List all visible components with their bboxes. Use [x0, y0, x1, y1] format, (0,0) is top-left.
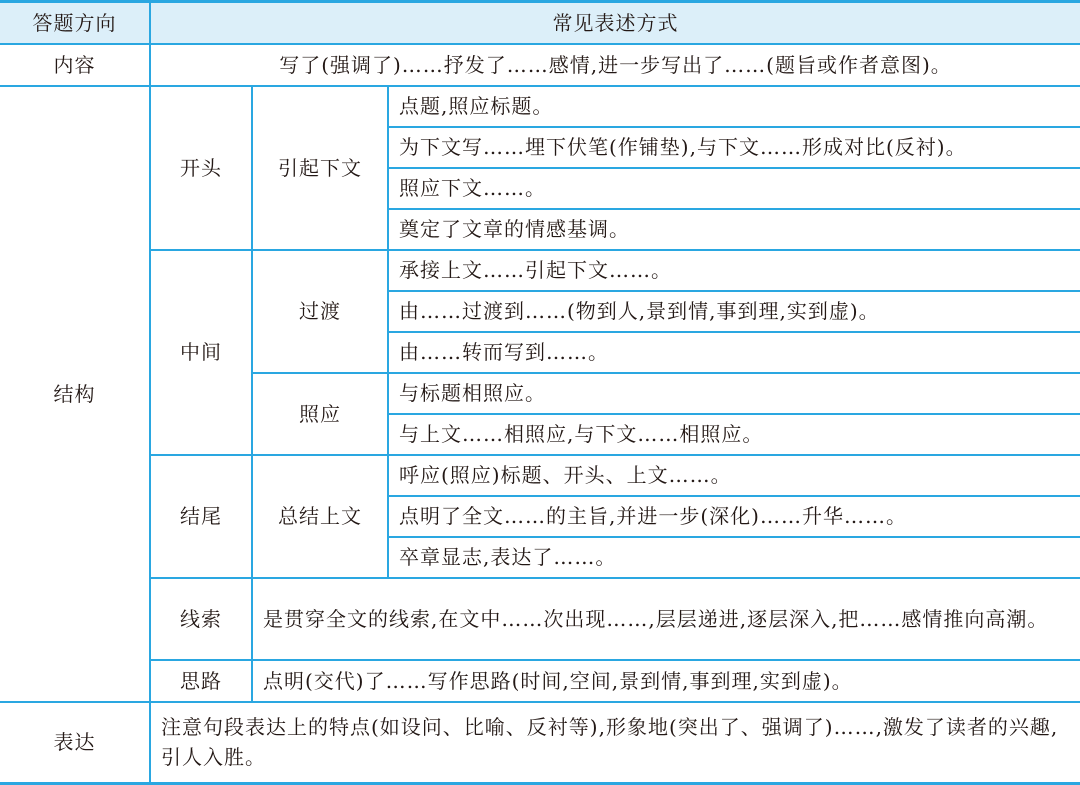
clue-label: 线索 [150, 578, 252, 660]
expression-text: 注意句段表达上的特点(如设问、比喻、反衬等),形象地(突出了、强调了)……,激发了读者的兴趣,引人入胜。 [150, 702, 1080, 784]
ending-item: 卒章显志,表达了……。 [388, 537, 1080, 578]
opening-item: 照应下文……。 [388, 168, 1080, 209]
thinking-label: 思路 [150, 660, 252, 702]
opening-item: 点题,照应标题。 [388, 86, 1080, 127]
echo-item: 与上文……相照应,与下文……相照应。 [388, 414, 1080, 455]
header-direction: 答题方向 [0, 2, 150, 44]
clue-text: 是贯穿全文的线索,在文中……次出现……,层层递进,逐层深入,把……感情推向高潮。 [252, 578, 1080, 660]
transition-item: 由……过渡到……(物到人,景到情,事到理,实到虚)。 [388, 291, 1080, 332]
echo-item: 与标题相照应。 [388, 373, 1080, 414]
ending-item: 点明了全文……的主旨,并进一步(深化)……升华……。 [388, 496, 1080, 537]
transition-label: 过渡 [252, 250, 388, 373]
ending-item: 呼应(照应)标题、开头、上文……。 [388, 455, 1080, 496]
thinking-text: 点明(交代)了……写作思路(时间,空间,景到情,事到理,实到虚)。 [252, 660, 1080, 702]
content-label: 内容 [0, 44, 150, 86]
opening-label: 开头 [150, 86, 252, 250]
transition-item: 由……转而写到……。 [388, 332, 1080, 373]
expression-label: 表达 [0, 702, 150, 784]
ending-sub: 总结上文 [252, 455, 388, 578]
middle-label: 中间 [150, 250, 252, 455]
header-expression: 常见表述方式 [150, 2, 1080, 44]
structure-label: 结构 [0, 86, 150, 702]
transition-item: 承接上文……引起下文……。 [388, 250, 1080, 291]
opening-item: 奠定了文章的情感基调。 [388, 209, 1080, 250]
content-text: 写了(强调了)……抒发了……感情,进一步写出了……(题旨或作者意图)。 [150, 44, 1080, 86]
ending-label: 结尾 [150, 455, 252, 578]
opening-item: 为下文写……埋下伏笔(作铺垫),与下文……形成对比(反衬)。 [388, 127, 1080, 168]
echo-label: 照应 [252, 373, 388, 455]
opening-sub: 引起下文 [252, 86, 388, 250]
